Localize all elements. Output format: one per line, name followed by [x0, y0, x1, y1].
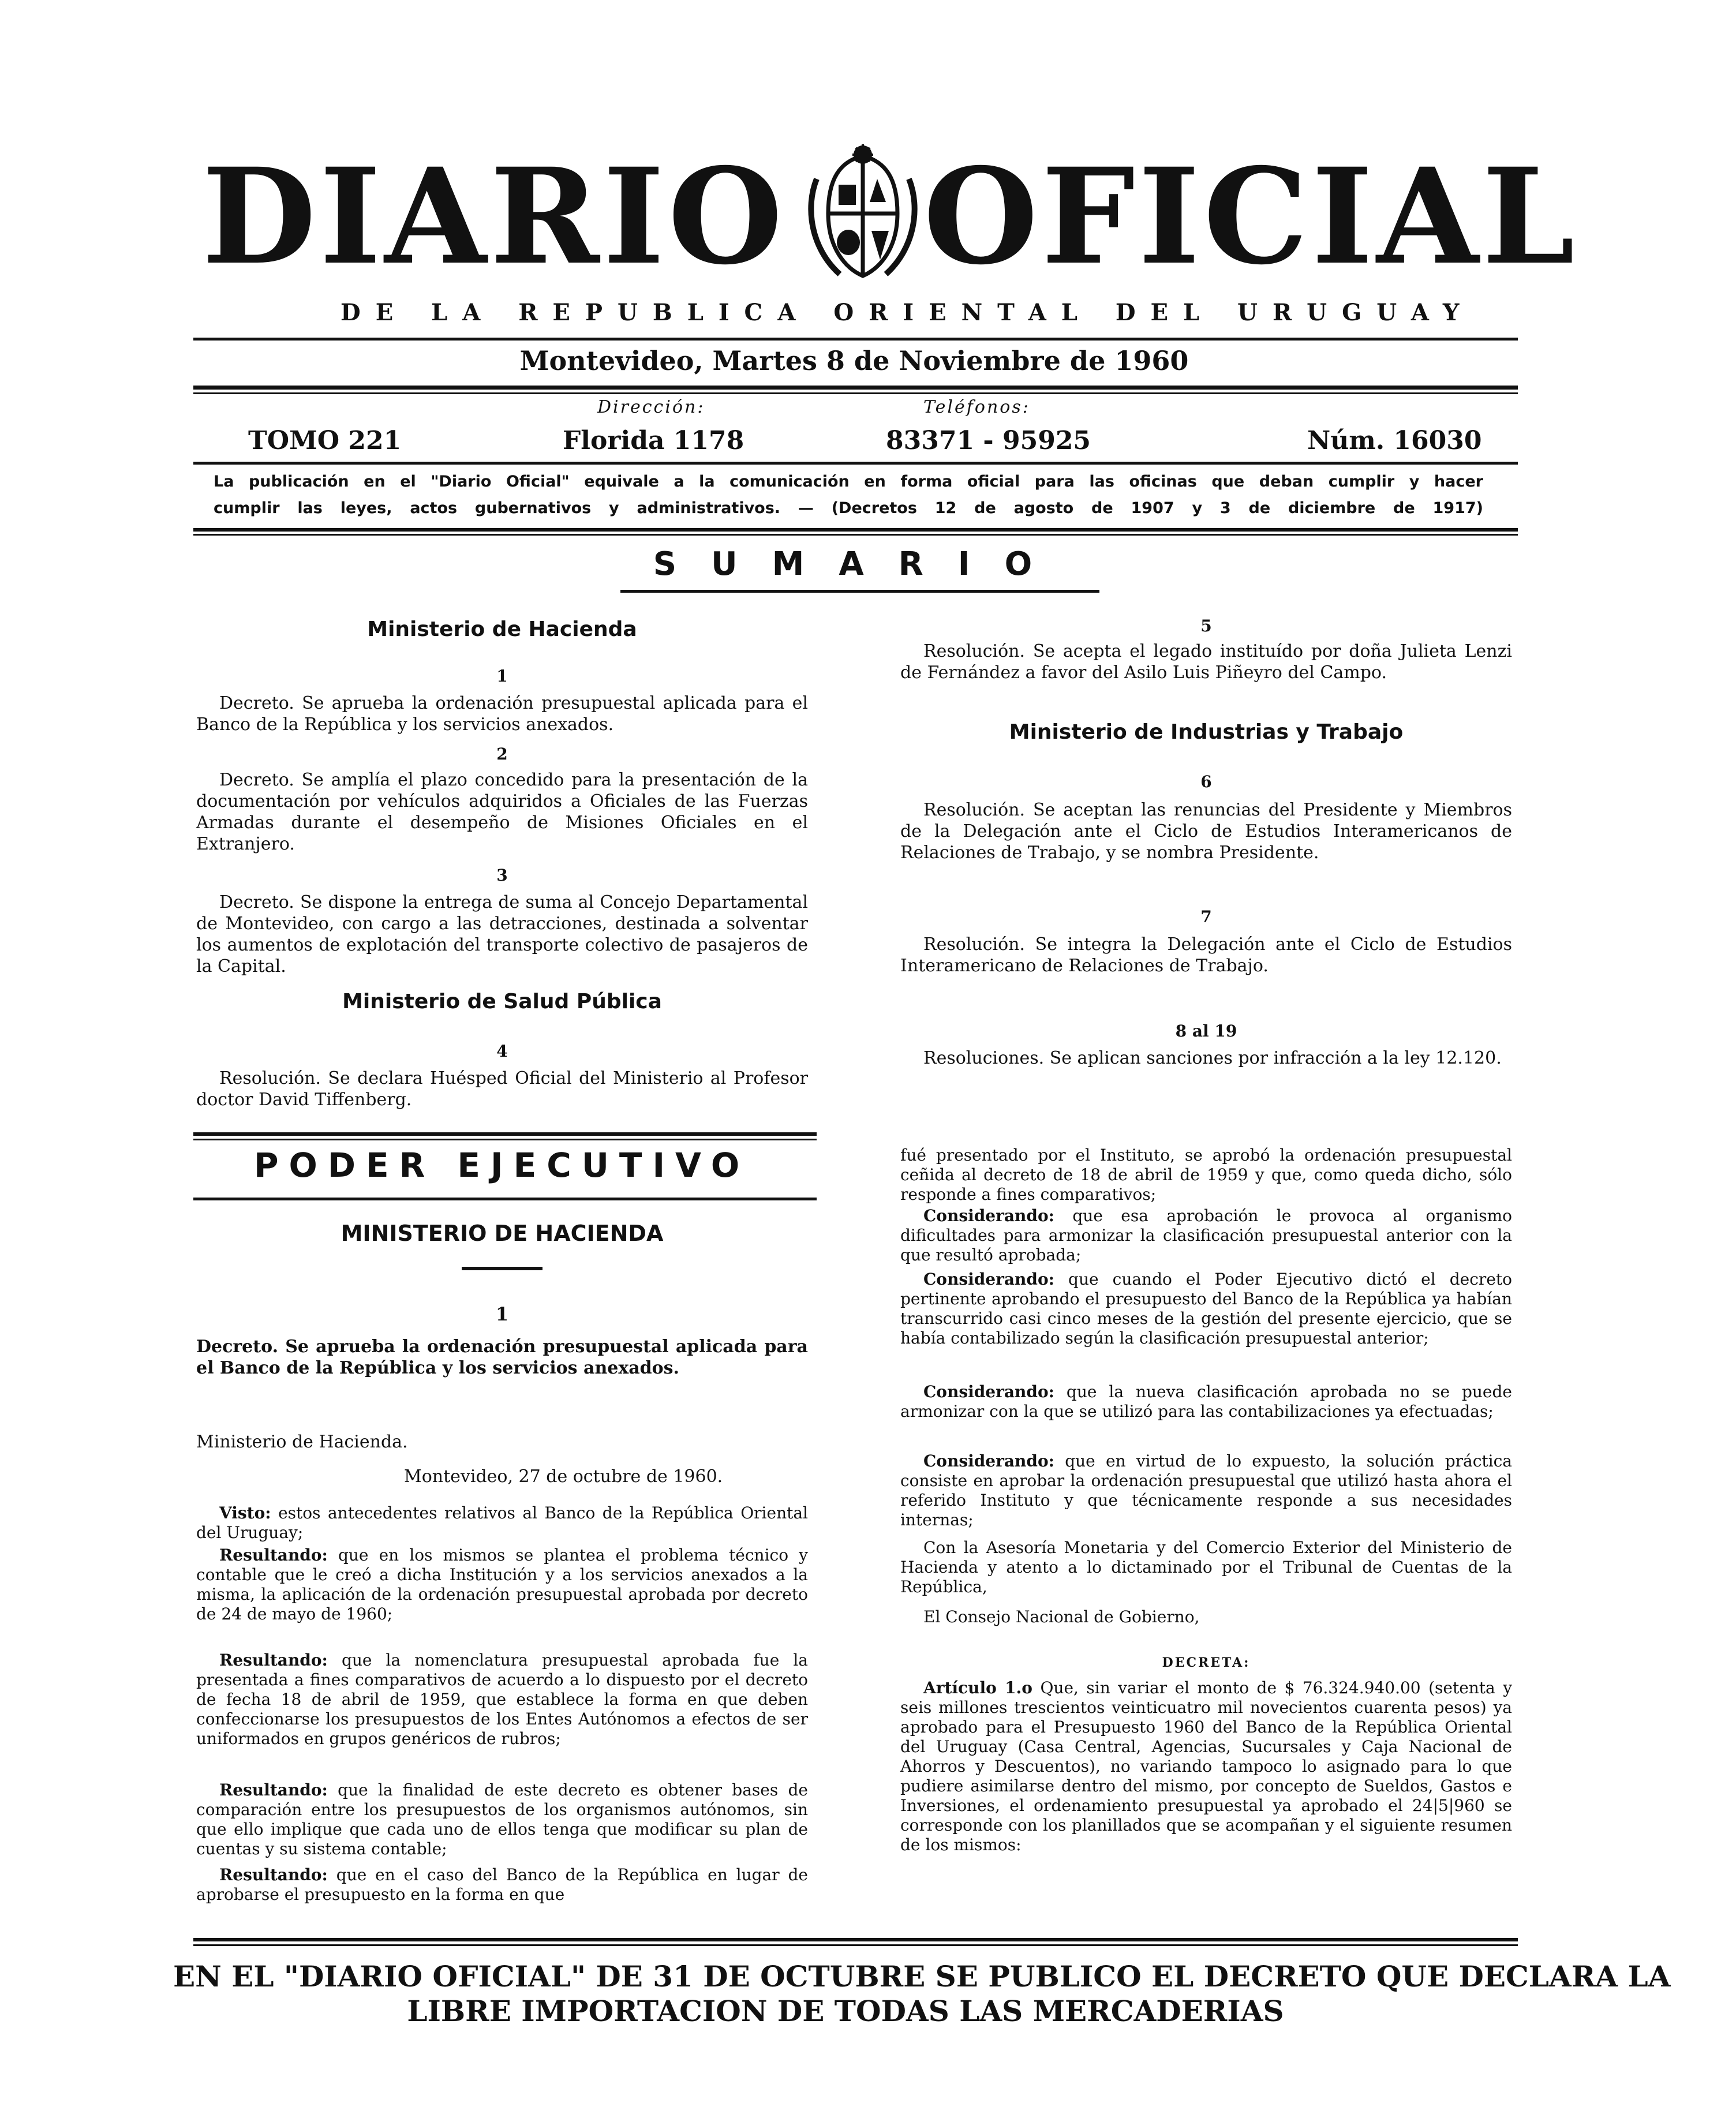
tomo: TOMO 221	[248, 426, 402, 455]
item-number: 8 al 19	[1175, 1022, 1237, 1041]
numero: Núm. 16030	[1307, 426, 1482, 455]
rule	[193, 1944, 1518, 1946]
dateline: Montevideo, Martes 8 de Noviembre de 1960	[519, 345, 1189, 376]
rule	[193, 528, 1518, 532]
rule	[193, 338, 1518, 341]
footer-notice-line1: EN EL "DIARIO OFICIAL" DE 31 DE OCTUBRE SE PUBLICO EL DECRETO QUE DECLARA LA	[173, 1959, 1671, 1993]
footer-notice-line2: LIBRE IMPORTACION DE TODAS LAS MERCADERIAS	[407, 1994, 1284, 2028]
rule	[620, 590, 1099, 593]
masthead	[202, 139, 1578, 294]
masthead-subtitle: DE LA REPUBLICA ORIENTAL DEL URUGUAY	[341, 299, 1475, 326]
coat-of-arms-icon	[805, 144, 921, 283]
body-paragraph: Visto: estos antecedentes relativos al Banco de la República Oriental del Uruguay;	[196, 1503, 809, 1542]
masthead-title-left: DIARIO	[202, 139, 787, 294]
rule	[193, 1139, 817, 1140]
rule	[193, 1132, 817, 1136]
decree-title-text: Se aprueba la ordenación presupuestal aplicada para el Banco de la República y los servicios anexados.	[196, 1337, 808, 1378]
decree-title	[196, 1336, 808, 1379]
rule	[193, 534, 1518, 536]
body-paragraph: Resultando: que la finalidad de este decreto es obtener bases de comparación entre los presupuestos de los organismos autónomos, sin que ello implique que cada uno de ellos tenga que modificar su plan de cuentas y su sistema contable;	[196, 1780, 808, 1858]
item-number: 7	[1200, 907, 1212, 926]
rule	[193, 462, 1518, 465]
ministerio-heading: MINISTERIO DE HACIENDA	[341, 1221, 664, 1246]
item-number: 3	[496, 866, 508, 885]
summary-item-4: Resolución. Se declara Huésped Oficial del Ministerio al Profesor doctor David Tiffenberg.	[196, 1068, 808, 1110]
direccion: Florida 1178	[563, 426, 744, 455]
poder-ejecutivo-heading: PODER EJECUTIVO	[254, 1146, 750, 1185]
summary-item-5: Resolución. Se acepta el legado instituído por doña Julieta Lenzi de Fernández a favor del Asilo Luis Piñeyro del Campo.	[900, 641, 1512, 683]
place-date: Montevideo, 27 de octubre de 1960.	[404, 1466, 723, 1487]
issuer: Ministerio de Hacienda.	[196, 1432, 408, 1452]
body-paragraph: Con la Asesoría Monetaria y del Comercio Exterior del Ministerio de Hacienda y atento a lo dictaminado por el Tribunal de Cuentas de la República,	[900, 1538, 1512, 1596]
rule	[193, 1938, 1518, 1941]
telefonos: 83371 - 95925	[886, 426, 1091, 455]
decree-number: 1	[495, 1303, 509, 1325]
section-salud: Ministerio de Salud Pública	[342, 990, 662, 1013]
item-number: 2	[496, 744, 508, 764]
body-paragraph: Considerando: que cuando el Poder Ejecutivo dictó el decreto pertinente aprobando el presupuesto del Banco de la República ya habían transcurrido casi cinco meses de la gestión del presente ejercicio, que se había contabilizado según la clasificación presupuestal anterior;	[900, 1270, 1512, 1348]
rule	[193, 386, 1518, 390]
body-paragraph: Resultando: que en el caso del Banco de la República en lugar de aprobarse el presupuesto en la forma en que	[196, 1865, 808, 1904]
articulo-1: Artículo 1.o Que, sin variar el monto de $ 76.324.940.00 (setenta y seis millones trescientos veinticuatro mil novecientos cuarenta pesos) ya aprobado para el Presupuesto 1960 del Banco de la República Oriental del Uruguay (Casa Central, Agencias, Sucursales y Caja Nacional de Ahorros y Descuentos), no variando tampoco lo asignado para lo que pudiere asimilarse dentro del mismo, por concepto de Sueldos, Gastos e Inversiones, el ordenamiento presupuestal ya aprobado el 24|5|960 se corresponde con los planillados que se acompañan y el siguiente resumen de los mismos:	[900, 1678, 1513, 1854]
rule	[462, 1267, 542, 1270]
sumario-title: SUMARIO	[653, 545, 1067, 583]
item-number: 6	[1200, 772, 1212, 791]
body-paragraph: Resultando: que en los mismos se plantea el problema técnico y contable que le creó a dicha Institución y a los servicios anexados a la misma, la aplicación de la ordenación presupuestal aprobada por decreto de 24 de mayo de 1960;	[196, 1546, 808, 1623]
body-paragraph: Resultando: que la nomenclatura presupuestal aprobada fue la presentada a fines comparativos de acuerdo a lo dispuesto por el decreto de fecha 18 de abril de 1959, que establece la forma en que deben confeccionarse los presupuestos de los Entes Autónomos a efectos de ser uniformados en grupos genéricos de rubros;	[196, 1651, 808, 1748]
body-paragraph: Considerando: que la nueva clasificación aprobada no se puede armonizar con la que se utilizó para las contabilizaciones ya efectuadas;	[900, 1382, 1512, 1421]
decree-title-lead: Decreto.	[196, 1337, 279, 1357]
telefonos-label: Teléfonos:	[923, 397, 1030, 417]
summary-item-6: Resolución. Se aceptan las renuncias del Presidente y Miembros de la Delegación ante el Ciclo de Estudios Interamericanos de Relaciones de Trabajo, y se nombra Presidente.	[900, 800, 1512, 863]
body-paragraph: Considerando: que en virtud de lo expuesto, la solución práctica consiste en aprobar la ordenación presupuestal que utilizó hasta ahora el referido Instituto y que técnicamente responde a sus necesidades internas;	[900, 1451, 1512, 1529]
masthead-title-right: OFICIAL	[923, 139, 1578, 294]
direccion-label: Dirección:	[597, 397, 705, 417]
legal-notice-line2: cumplir las leyes, actos gubernativos y administrativos. — (Decretos 12 de agosto de 1907 y 3 de diciembre de 1917)	[214, 499, 1483, 517]
rule	[193, 392, 1518, 394]
body-paragraph: Considerando: que esa aprobación le provoca al organismo dificultades para armonizar la clasificación presupuestal anterior con la que resultó aprobada;	[900, 1206, 1512, 1264]
rule	[193, 1198, 817, 1200]
summary-item-3: Decreto. Se dispone la entrega de suma al Concejo Departamental de Montevideo, con cargo a las detracciones, destinada a solventar los aumentos de explotación del transporte colectivo de pasajeros de la Capital.	[196, 892, 808, 976]
summary-item-8: Resoluciones. Se aplican sanciones por infracción a la ley 12.120.	[923, 1048, 1502, 1068]
item-number: 4	[496, 1042, 508, 1061]
legal-notice-line1: La publicación en el "Diario Oficial" equivale a la comunicación en forma oficial para las oficinas que deban cumplir y hacer	[214, 473, 1483, 491]
item-number: 1	[496, 667, 508, 686]
section-industrias: Ministerio de Industrias y Trabajo	[1009, 720, 1404, 744]
body-paragraph: El Consejo Nacional de Gobierno,	[923, 1607, 1200, 1626]
summary-item-2: Decreto. Se amplía el plazo concedido para la presentación de la documentación por vehículos adquiridos a Oficiales de las Fuerzas Armadas durante el desempeño de Misiones Oficiales en el Extranjero.	[196, 770, 808, 854]
section-hacienda: Ministerio de Hacienda	[367, 618, 637, 641]
item-number: 5	[1200, 616, 1212, 635]
body-paragraph: fué presentado por el Instituto, se aprobó la ordenación presupuestal ceñida al decreto de 18 de abril de 1959 y que, como queda dicho, sólo responde a fines comparativos;	[900, 1146, 1512, 1204]
decreta-heading: DECRETA:	[1162, 1655, 1251, 1670]
summary-item-7: Resolución. Se integra la Delegación ante el Ciclo de Estudios Interamericano de Relaciones de Trabajo.	[900, 934, 1512, 976]
summary-item-1: Decreto. Se aprueba la ordenación presupuestal aplicada para el Banco de la República y los servicios anexados.	[196, 693, 808, 735]
